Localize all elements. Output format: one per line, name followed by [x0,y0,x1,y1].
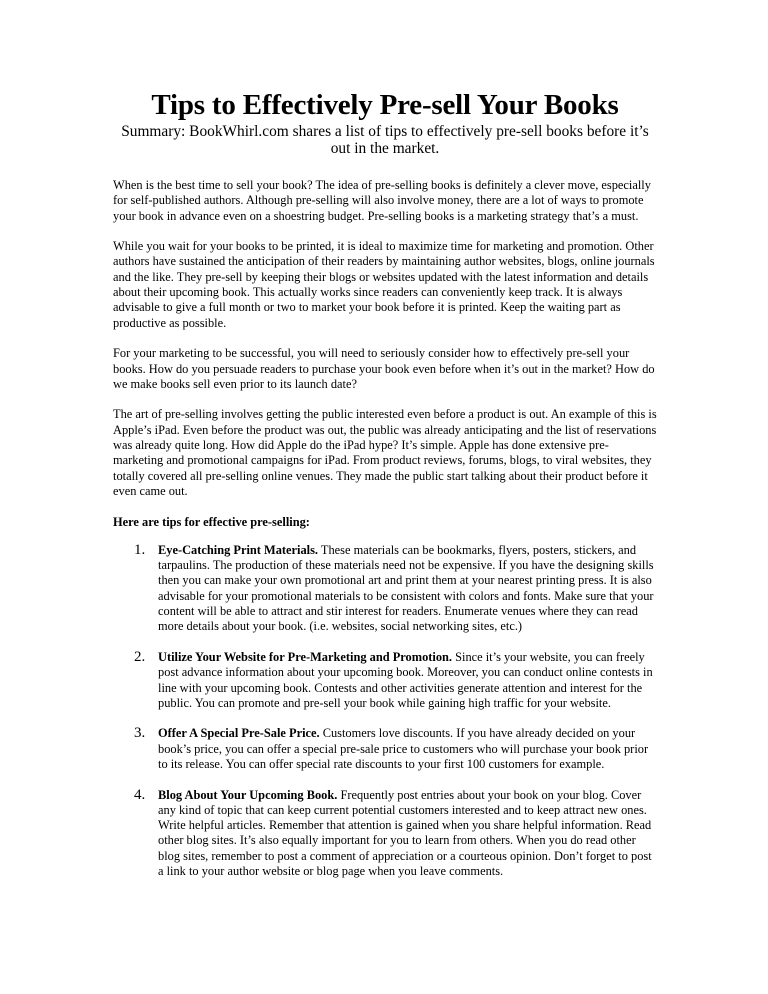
tip-text: These materials can be bookmarks, flyers, posters, stickers, and tarpaulins. The production of these materials need not be expensive. If you have the designing skills then you can make your own promotional art and print them at your nearest printing press. It is also advisable for your promotional materials to be consistent with colors and fonts. Make sure that your content will be able to attract and stir interest for readers. Enumerate venues where they can read more details about your book. (i.e. websites, social networking sites, etc.) [158,542,654,634]
document-summary: Summary: BookWhirl.com shares a list of tips to effectively pre-sell books before it’s out in the market. [121,123,649,157]
tip-text: Customers love discounts. If you have already decided on your book’s price, you can offer a special pre-sale price to customers who will purchase your book prior to its release. You can offer special rate discounts to your first 100 customers for example. [158,726,649,771]
tip-text: Since it’s your website, you can freely post advance information about your upcoming book. Moreover, you can conduct online contests in line with your upcoming book. Contests and other activities generate attention and interest for the public. You can promote and pre-sell your book while gaining high traffic for your website. [158,649,653,710]
document-body [113,178,657,879]
tip-item [113,543,657,635]
tip-title: Eye-Catching Print Materials. [158,542,319,557]
tips-heading: Here are tips for effective pre-selling: [113,514,310,529]
body-paragraph: For your marketing to be successful, you will need to seriously consider how to effectively pre-sell your books. How do you persuade readers to purchase your book even before when it’s out in the market? How do we make books sell even prior to its launch date? [113,346,655,391]
tip-item [113,788,657,880]
tips-list [113,543,657,880]
document-title: Tips to Effectively Pre-sell Your Books [151,89,619,121]
tip-item [113,650,657,711]
tip-title: Offer A Special Pre-Sale Price. [158,726,320,741]
tip-title: Utilize Your Website for Pre-Marketing and Promotion. [158,649,453,664]
tip-text: Frequently post entries about your book on your blog. Cover any kind of topic that can keep current potential customers interested and to keep attract new ones. Write helpful articles. Remember that attention is gained when you share helpful information. Read other blog sites. It’s also equally important for you to learn from others. When you do read other blog sites, remember to post a comment of appreciation or a courteous opinion. Don’t forget to post a link to your author website or blog page when you leave comments. [158,787,652,879]
body-paragraph: When is the best time to sell your book? The idea of pre-selling books is definitely a clever move, especially for self-published authors. Although pre-selling will also involve money, there are a lot of ways to promote your book in advance even on a shoestring budget. Pre-selling books is a marketing strategy that’s a must. [113,178,651,223]
tip-number: 3. [134,725,146,742]
tip-number: 1. [134,541,146,558]
tip-number: 4. [134,786,146,803]
tip-number: 2. [134,648,146,665]
document-page [113,88,657,895]
body-paragraph: While you wait for your books to be printed, it is ideal to maximize time for marketing and promotion. Other authors have sustained the anticipation of their readers by maintaining author websites, blogs, online journals and the like. They pre-sell by keeping their blogs or websites updated with the latest information and details about their upcoming book. This actually works since readers can conveniently keep track. It is always advisable to give a full month or two to market your book before it is printed. Keep the waiting part as productive as possible. [113,239,655,330]
tip-title: Blog About Your Upcoming Book. [158,787,338,802]
tip-item [113,726,657,772]
body-paragraph: The art of pre-selling involves getting the public interested even before a product is out. An example of this is Apple’s iPad. Even before the product was out, the public was already anticipating and the list of reservations was already quite long. How did Apple do the iPad hype? It’s simple. Apple has done extensive pre-marketing and promotional campaigns for iPad. From product reviews, forums, blogs, to viral websites, they totally covered all pre-selling online venues. They made the public start talking about their product before it even came out. [113,407,657,498]
